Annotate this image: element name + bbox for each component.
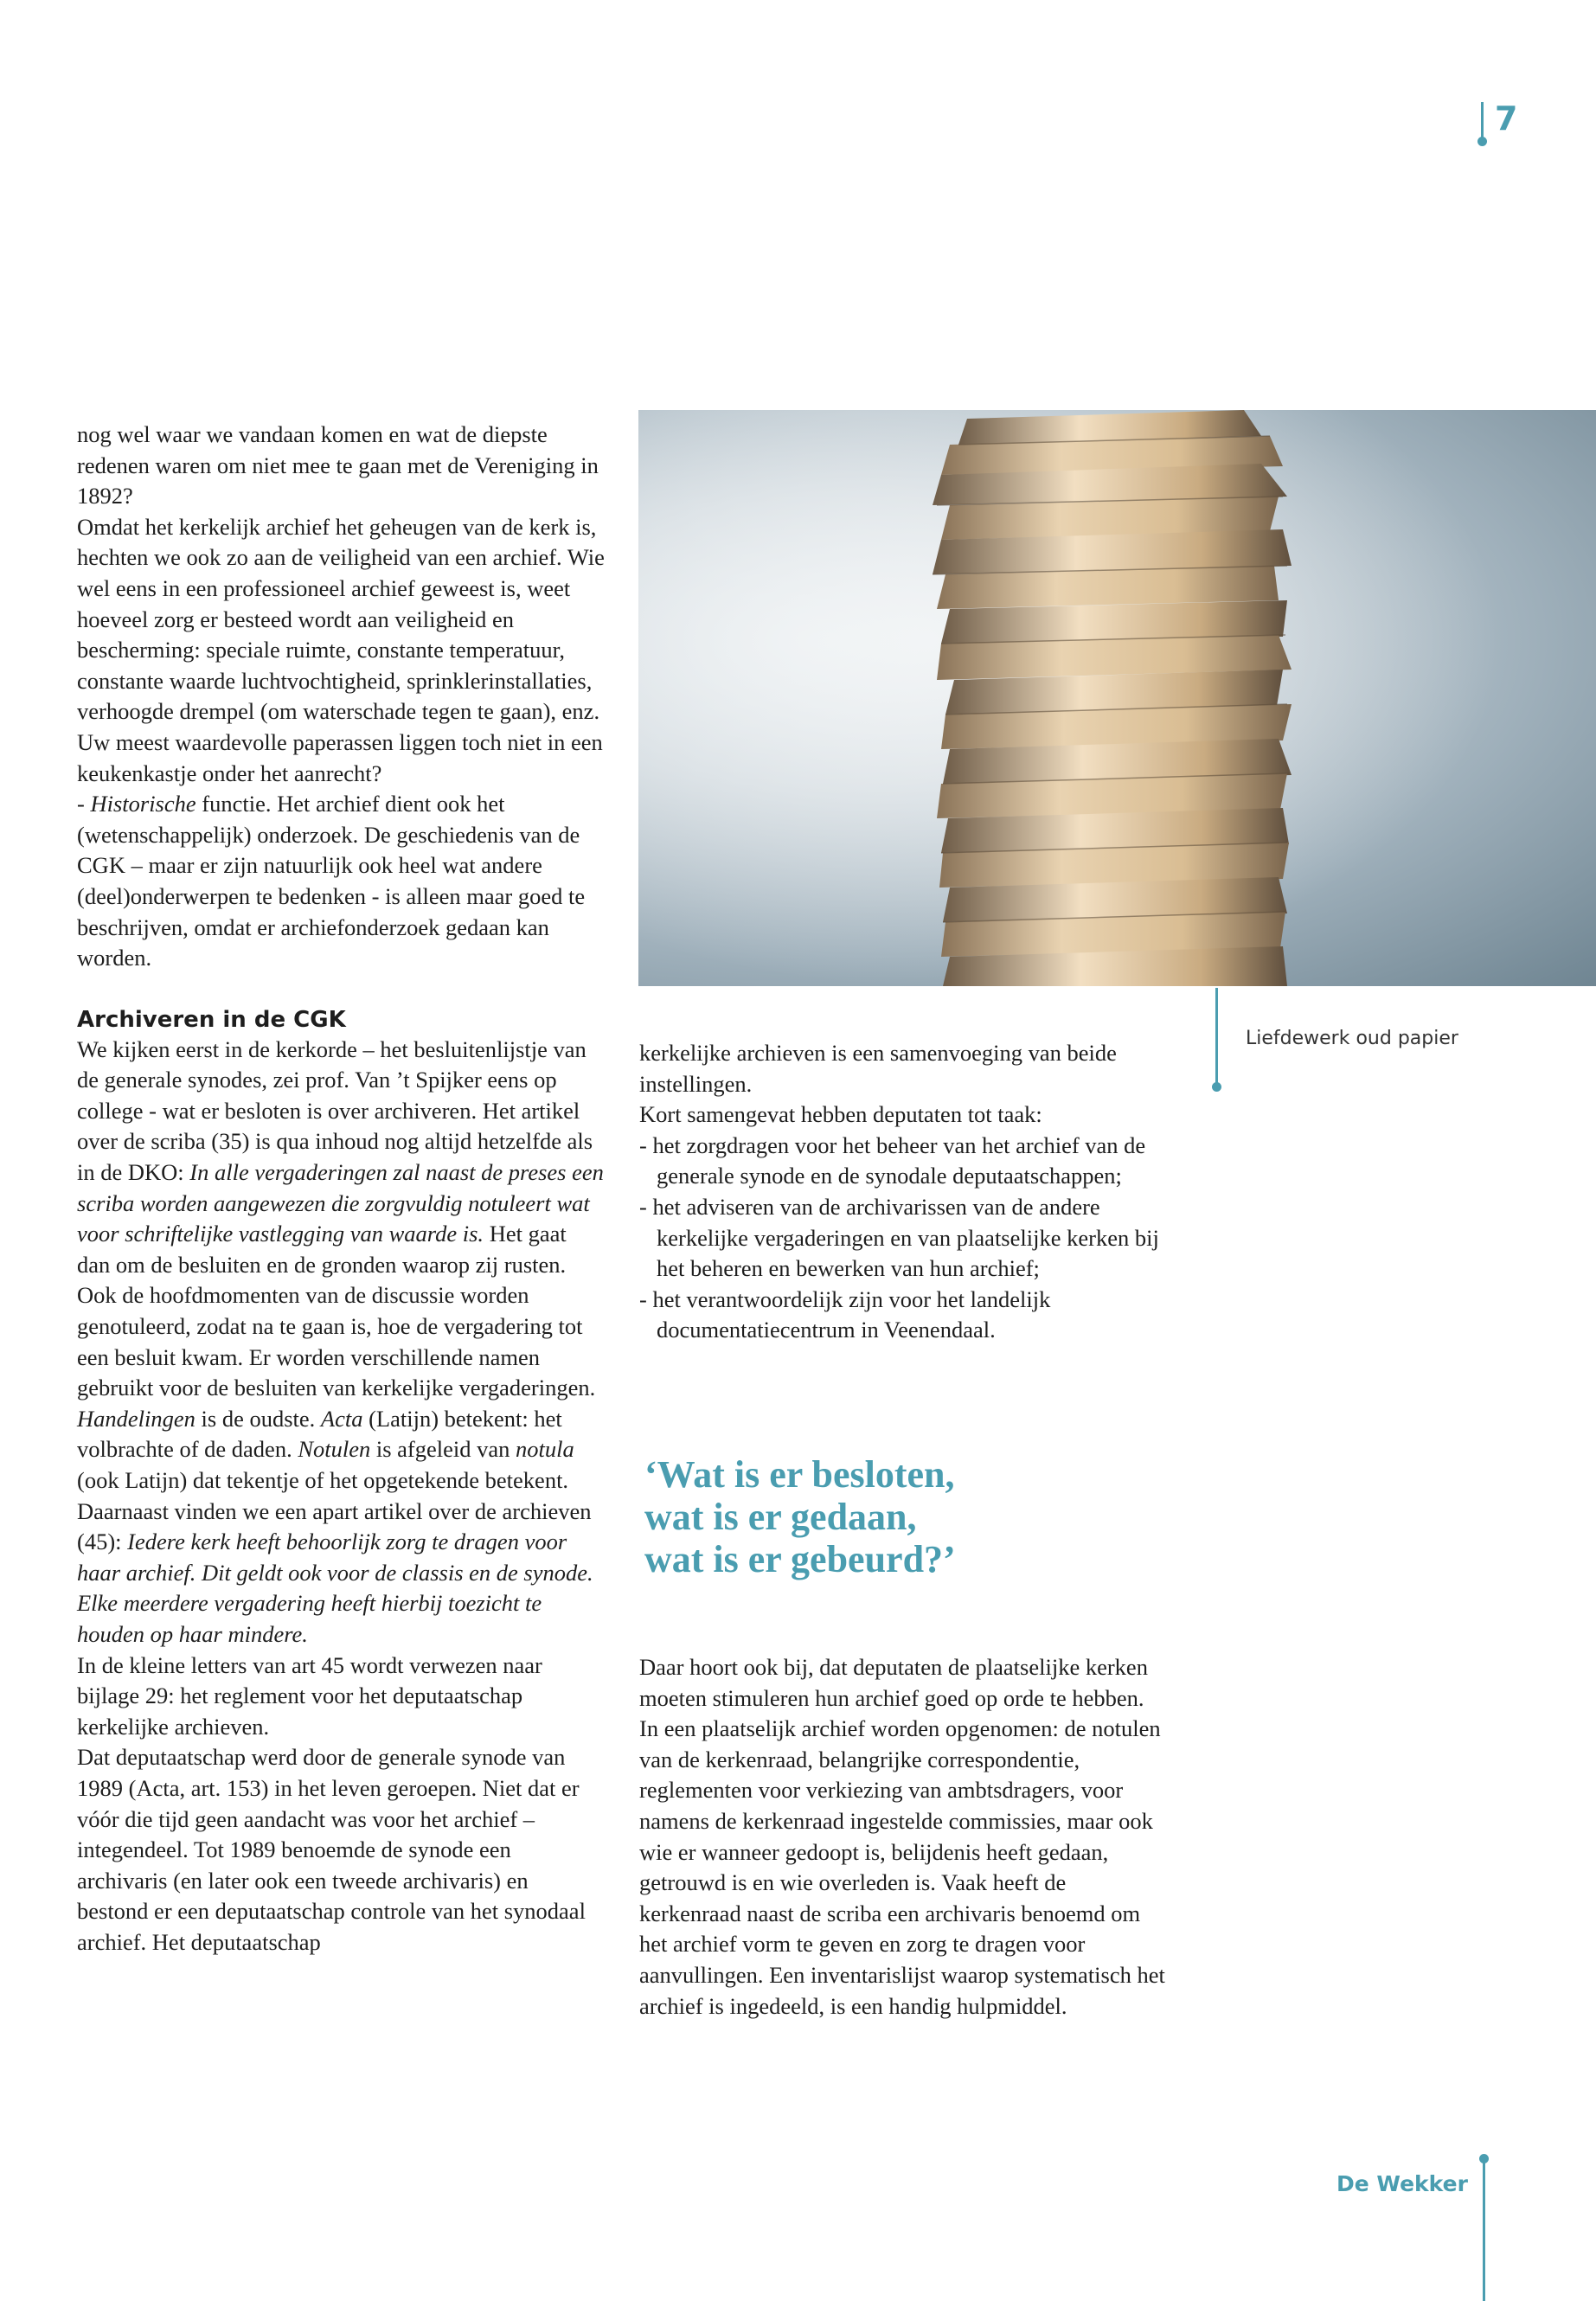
footer-dot — [1479, 2154, 1489, 2163]
page-number-rule — [1481, 102, 1484, 140]
article-column-left — [77, 420, 605, 1958]
photo-caption: Liefdewerk oud papier — [1246, 1028, 1458, 1049]
footer-rule — [1483, 2158, 1485, 2301]
pull-quote — [644, 1453, 1163, 1580]
section-heading: Archiveren in de CGK — [77, 1006, 346, 1033]
paragraph: Daar hoort ook bij, dat deputaten de plaatselijke kerken moeten stimuleren hun archief goed op orde te hebben. In een plaatselijk archief worden opgenomen: de notulen van de kerkenraad, belangrijke correspondentie, reglementen voor verkiezing van ambtsdragers, voor namens de kerkenraad ingestelde commissies, maar ook wie er wanneer gedoopt is, belijdenis heeft gedaan, getrouwd is en wie overleden is. Vaak heeft de kerkenraad naast de scriba een archivaris benoemd om het archief vorm te geven en zorg te dragen voor aanvullingen. Een inventarislijst waarop systematisch het archief is ingedeeld, is een handig hulpmiddel. — [639, 1654, 1165, 2019]
article-column-right-top — [639, 1038, 1167, 1346]
page-number-marker — [1481, 97, 1550, 145]
caption-dot — [1212, 1082, 1221, 1092]
list-item: - het zorgdragen voor het beheer van het archief van de generale synode en de synodale deputaatschappen; — [639, 1131, 1146, 1189]
paragraph: In de kleine letters van art 45 wordt verwezen naar bijlage 29: het reglement voor het deputaatschap kerkelijke archieven. — [77, 1651, 542, 1740]
page-number-dot — [1477, 137, 1487, 146]
paragraph: Dat deputaatschap werd door de generale synode van 1989 (Acta, art. 153) in het leven geroepen. Niet dat er vóór die tijd geen aandacht was voor het archief – integendeel. Tot 1989 benoemde de synode een archivaris (en later ook een tweede archivaris) en bestond er een deputaatschap controle van het synodaal archief. Het deputaatschap — [77, 1744, 586, 1955]
paragraph: - Historische functie. Het archief dient ook het (wetenschappelijk) onderzoek. De geschiedenis van de CGK – maar er zijn natuurlijk ook heel wat andere (deel)onderwerpen te bedenken - is alleen maar goed te beschrijven, omdat er archiefonderzoek gedaan kan worden. — [77, 791, 586, 971]
paragraph: kerkelijke archieven is een samenvoeging van beide instellingen. — [639, 1040, 1117, 1097]
paragraph: Kort samengevat hebben deputaten tot taak: — [639, 1101, 1042, 1128]
paragraph: Daarnaast vinden we een apart artikel over de archieven (45): Iedere kerk heeft behoorlijk zorg te dragen voor haar archief. Dit geldt ook voor de classis en de synode. Elke meerdere vergadering heeft hierbij toezicht te houden op haar mindere. — [77, 1497, 593, 1647]
paragraph: Omdat het kerkelijk archief het geheugen van de kerk is, hechten we ook zo aan de veiligheid van een archief. Wie wel eens in een professioneel archief geweest is, weet hoeveel zorg er besteed wordt aan veiligheid en bescherming: speciale ruimte, constante temperatuur, constante waarde luchtvochtigheid, sprinklerinstallaties, verhoogde drempel (om waterschade tegen te gaan), enz. Uw meest waardevolle paperassen liggen toch niet in een keukenkastje onder het aanrecht? — [77, 513, 605, 786]
list-item: - het verantwoordelijk zijn voor het landelijk documentatiecentrum in Veenendaal. — [639, 1285, 1051, 1343]
paper-stack-photo — [638, 410, 1596, 986]
page-number: 7 — [1495, 99, 1518, 138]
list-item: - het adviseren van de archivarissen van de andere kerkelijke vergaderingen en van plaatselijke kerken bij het beheren en bewerken van hun archief; — [639, 1193, 1159, 1282]
magazine-name: De Wekker — [1336, 2171, 1468, 2196]
paper-sheets — [933, 410, 1292, 986]
pull-quote-line: ‘Wat is er besloten, — [644, 1453, 955, 1496]
paragraph: nog wel waar we vandaan komen en wat de diepste redenen waren om niet mee te gaan met de Vereniging in 1892? — [77, 421, 599, 510]
paragraph: We kijken eerst in de kerkorde – het besluitenlijstje van de generale synodes, zei prof. Van ’t Spijker eens op college - wat er besloten is over archiveren. Het artikel over de scriba (35) is qua inhoud nog altijd hetzelfde als in de DKO: In alle vergaderingen zal naast de preses een scriba worden aangewezen die zorgvuldig notuleert wat voor schriftelijke vastlegging van waarde is. Het gaat dan om de besluiten en de gronden waarop zij rusten. Ook de hoofdmomenten van de discussie worden genotuleerd, zodat na te gaan is, hoe de vergadering tot een besluit kwam. Er worden verschillende namen gebruikt voor de besluiten van kerkelijke vergaderingen. Handelingen is de oudste. Acta (Latijn) betekent: het volbrachte of de daden. Notulen is afgeleid van notula (ook Latijn) dat tekentje of het opgetekende betekent. — [77, 1035, 604, 1493]
article-column-right-bottom — [639, 1652, 1167, 2022]
pull-quote-line: wat is er gebeurd?’ — [644, 1538, 956, 1580]
pull-quote-line: wat is er gedaan, — [644, 1496, 917, 1538]
paper-stack-illustration — [638, 410, 1596, 986]
caption-rule — [1215, 988, 1218, 1085]
